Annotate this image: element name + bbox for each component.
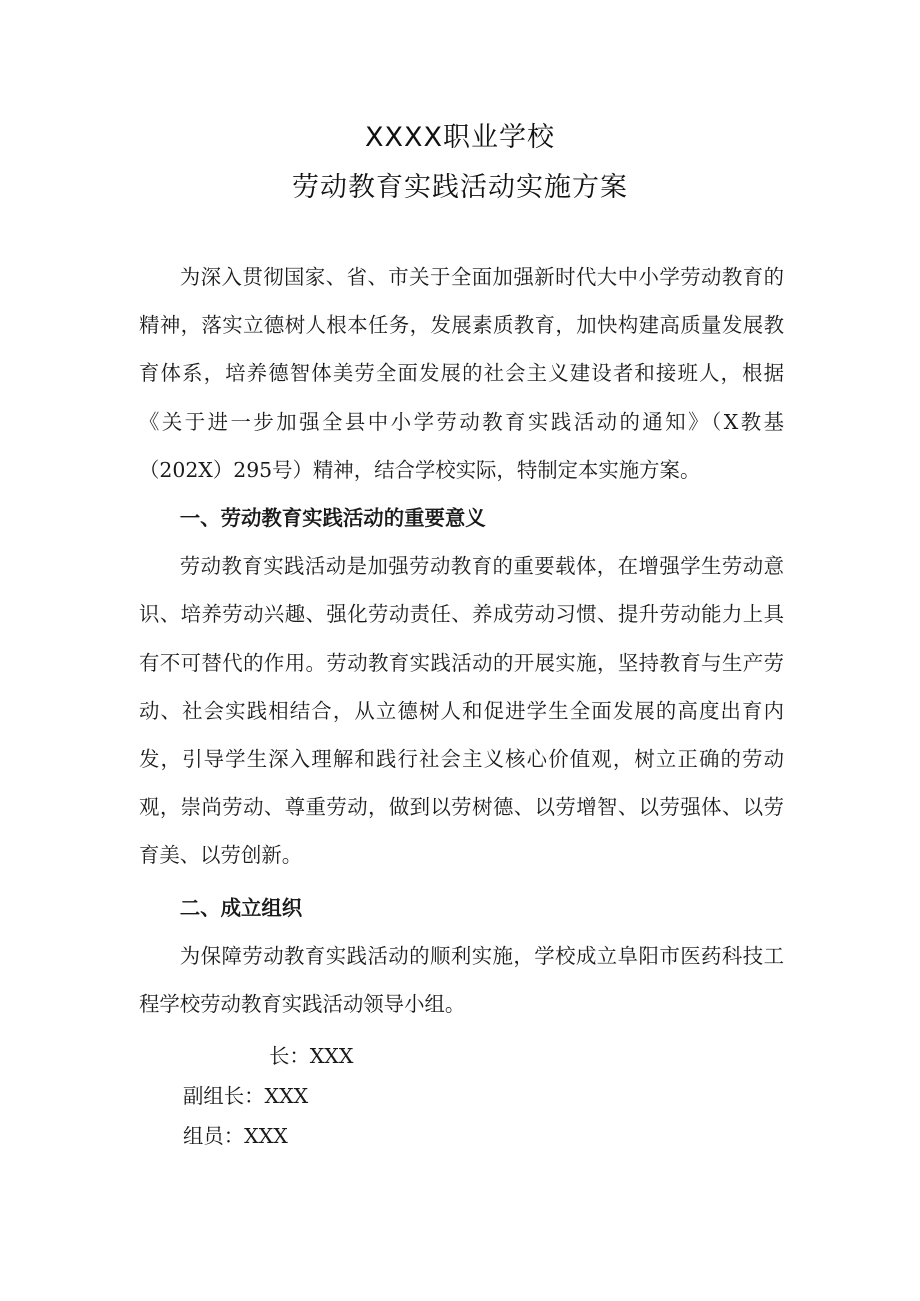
document-title-plan: 劳动教育实践活动实施方案	[292, 172, 628, 203]
document-title-school: XXXX职业学校	[365, 122, 555, 153]
document-body	[139, 253, 784, 1156]
group-leader-line: 长：XXX	[269, 1044, 354, 1069]
deputy-leader-line: 副组长：XXX	[183, 1084, 309, 1109]
section-heading-significance: 一、劳动教育实践活动的重要意义	[179, 506, 486, 531]
organization-paragraph: 为保障劳动教育实践活动的顺利实施，学校成立阜阳市医药科技工程学校劳动教育实践活动领导小组。	[139, 943, 784, 1017]
group-member-line: 组员：XXX	[183, 1124, 288, 1149]
intro-paragraph: 为深入贯彻国家、省、市关于全面加强新时代大中小学劳动教育的精神，落实立德树人根本任务，发展素质教育，加快构建高质量发展教育体系，培养德智体美劳全面发展的社会主义建设者和接班人，根据《关于进一步加强全县中小学劳动教育实践活动的通知》（X教基（202X）295号）精神，结合学校实际，特制定本实施方案。	[139, 265, 784, 482]
significance-paragraph: 劳动教育实践活动是加强劳动教育的重要载体，在增强学生劳动意识、培养劳动兴趣、强化劳动责任、养成劳动习惯、提升劳动能力上具有不可替代的作用。劳动教育实践活动的开展实施，坚持教育与生产劳动、社会实践相结合，从立德树人和促进学生全面发展的高度出育内发，引导学生深入理解和践行社会主义核心价值观，树立正确的劳动观，崇尚劳动、尊重劳动，做到以劳树德、以劳增智、以劳强体、以劳育美、以劳创新。	[139, 554, 784, 868]
section-heading-organization: 二、成立组织	[179, 895, 303, 920]
leadership-group-list	[139, 1036, 784, 1156]
